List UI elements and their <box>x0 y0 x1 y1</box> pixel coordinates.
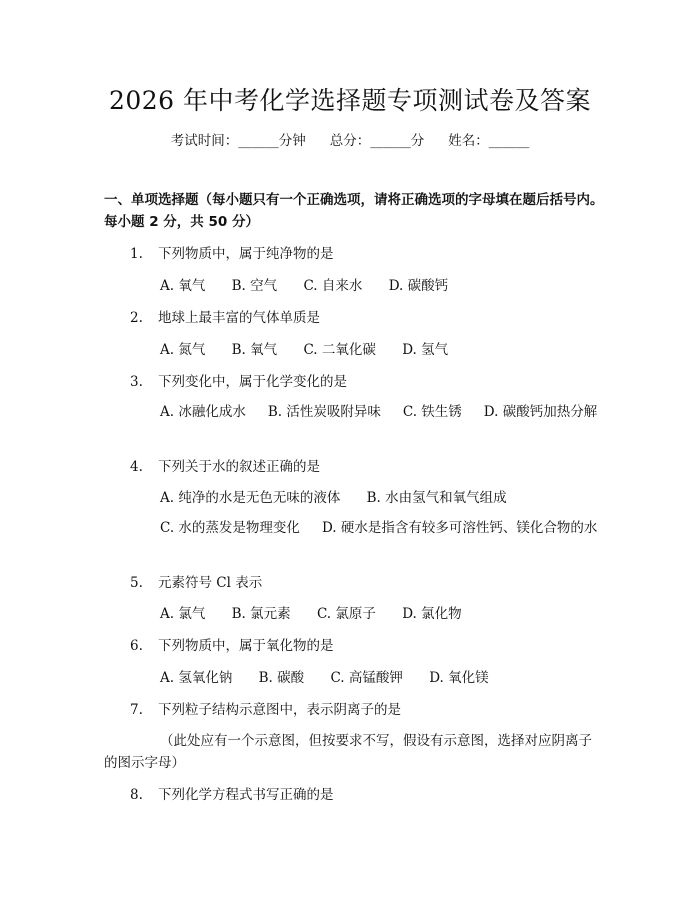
question-number: 6. <box>130 638 143 654</box>
section-heading: 一、单项选择题（每小题只有一个正确选项，请将正确选项的字母填在题后括号内。每小题 2 分，共 50 分） <box>104 192 604 230</box>
question-5-options <box>160 604 484 624</box>
option-b: B. 水由氢气和氧气组成 <box>366 490 507 506</box>
total-score-field: 总分：______分 <box>329 133 425 149</box>
question-5 <box>130 573 262 593</box>
question-6-options <box>160 668 511 688</box>
question-stem: 下列变化中，属于化学变化的是 <box>158 374 347 390</box>
question-number: 7. <box>130 702 143 718</box>
option-a: A. 氮气 <box>160 342 206 358</box>
option-b: B. 氧气 <box>231 342 278 358</box>
option-c: C. 铁生锈 <box>402 404 462 420</box>
page-title: 2026 年中考化学选择题专项测试卷及答案 <box>108 86 592 115</box>
option-b: B. 空气 <box>231 278 278 294</box>
question-3 <box>130 372 347 392</box>
question-4-options-row1 <box>160 488 529 508</box>
exam-time-field: 考试时间：______分钟 <box>170 133 306 149</box>
option-b: B. 活性炭吸附异味 <box>267 404 381 420</box>
question-number: 8. <box>130 787 143 803</box>
option-c: C. 高锰酸钾 <box>330 670 403 686</box>
option-d: D. 氢气 <box>402 342 449 358</box>
diagram-note: （此处应有一个示意图，但按要求不写，假设有示意图，选择对应阴离子的图示字母） <box>104 733 592 771</box>
question-6 <box>130 636 334 656</box>
question-2-options <box>160 340 470 360</box>
student-name-field: 姓名：______ <box>448 133 530 149</box>
option-d: D. 氧化镁 <box>429 670 489 686</box>
option-c: C. 水的蒸发是物理变化 <box>160 520 300 536</box>
option-a: A. 氯气 <box>160 606 206 622</box>
question-stem: 地球上最丰富的气体单质是 <box>158 310 320 326</box>
question-8 <box>130 785 334 805</box>
question-stem: 下列化学方程式书写正确的是 <box>158 787 334 803</box>
option-c: C. 二氧化碳 <box>303 342 376 358</box>
question-4-options-row2 <box>104 517 604 539</box>
question-1 <box>130 244 334 264</box>
question-stem: 下列关于水的叙述正确的是 <box>158 459 320 475</box>
question-number: 1. <box>130 246 143 262</box>
question-3-options <box>104 401 604 423</box>
option-a: A. 纯净的水是无色无味的液体 <box>160 490 341 506</box>
question-7-note <box>104 730 604 774</box>
option-a: A. 氢氧化钠 <box>160 670 233 686</box>
exam-info-line <box>0 131 700 151</box>
option-d: D. 氯化物 <box>402 606 462 622</box>
question-number: 5. <box>130 575 143 591</box>
option-a: A. 冰融化成水 <box>160 404 246 420</box>
option-b: B. 碳酸 <box>258 670 305 686</box>
question-2 <box>130 308 320 328</box>
option-c: C. 氯原子 <box>316 606 376 622</box>
question-stem: 下列物质中，属于纯净物的是 <box>158 246 334 262</box>
question-stem: 下列粒子结构示意图中，表示阴离子的是 <box>158 702 401 718</box>
question-7 <box>130 700 401 720</box>
question-stem: 元素符号 Cl 表示 <box>158 575 263 591</box>
question-stem: 下列物质中，属于氧化物的是 <box>158 638 334 654</box>
question-1-options <box>160 276 470 296</box>
option-b: B. 氯元素 <box>231 606 291 622</box>
option-c: C. 自来水 <box>303 278 363 294</box>
question-number: 4. <box>130 459 143 475</box>
question-4 <box>130 457 320 477</box>
question-number: 3. <box>130 374 143 390</box>
option-d: D. 碳酸钙加热分解 <box>483 404 598 420</box>
option-d: D. 碳酸钙 <box>388 278 449 294</box>
option-a: A. 氧气 <box>160 278 206 294</box>
question-number: 2. <box>130 310 143 326</box>
option-d: D. 硬水是指含有较多可溶性钙、镁化合物的水 <box>321 520 598 536</box>
